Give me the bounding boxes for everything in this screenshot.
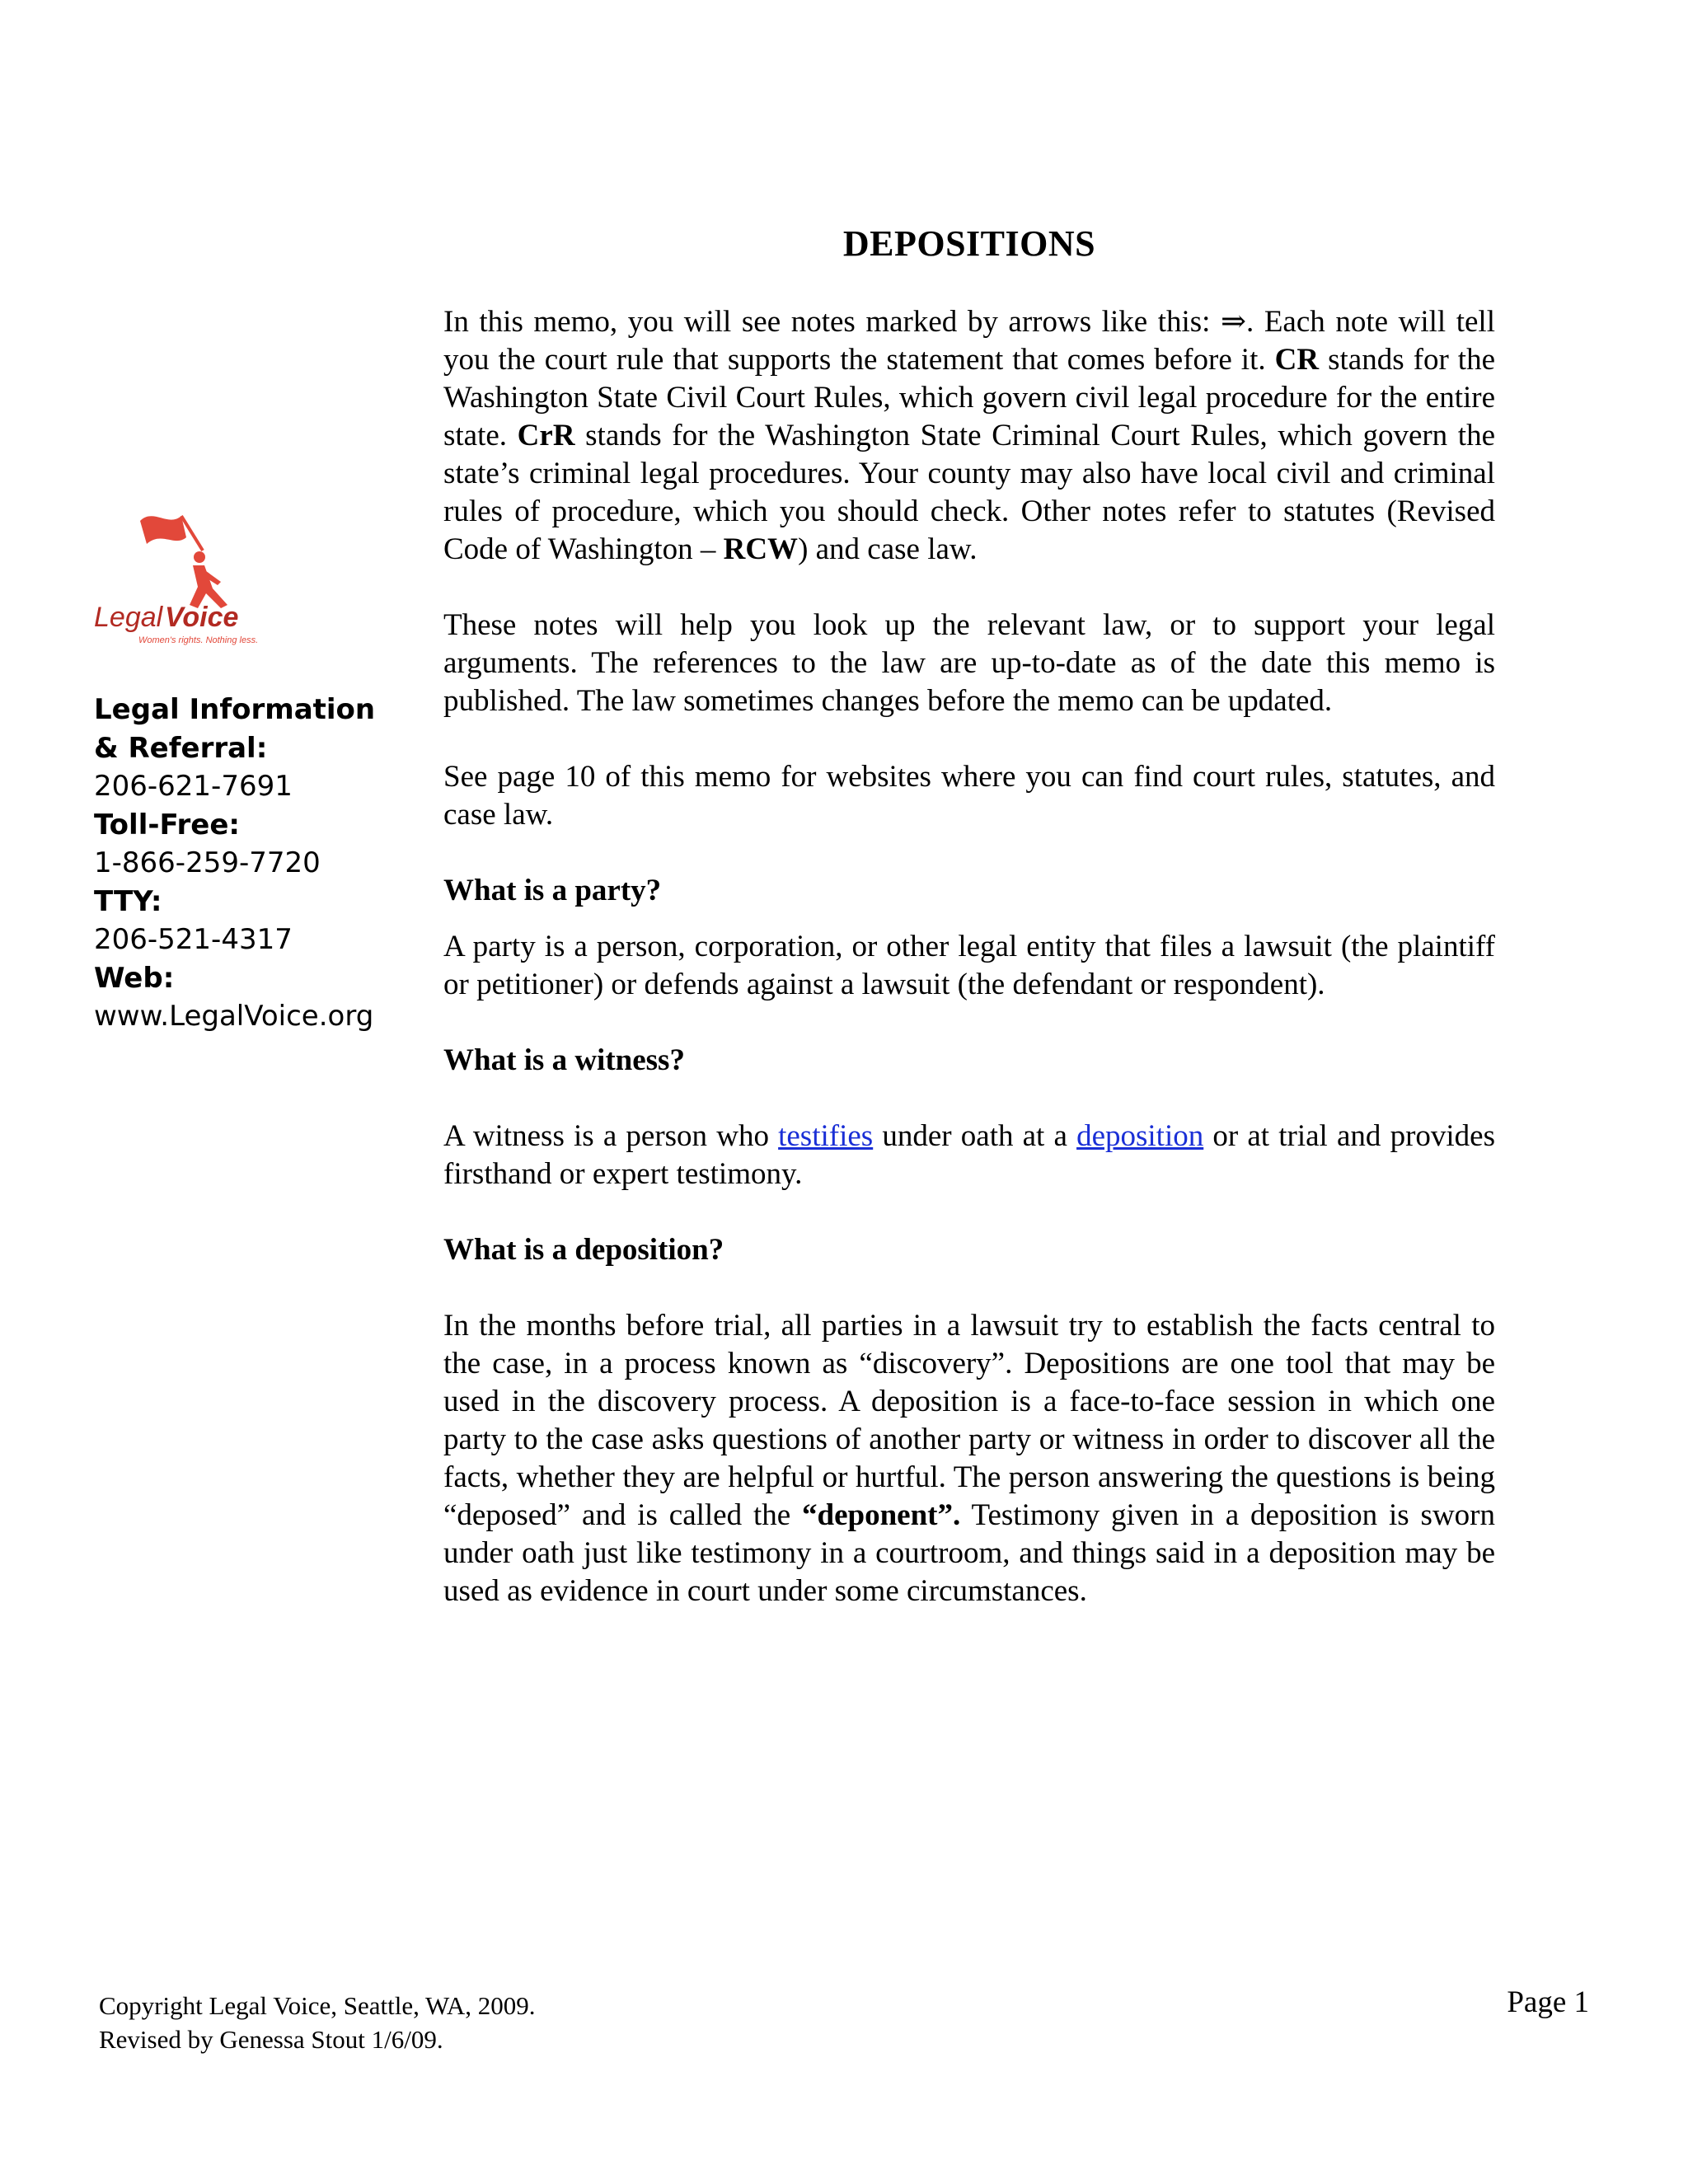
revised-line: Revised by Genessa Stout 1/6/09.	[99, 2025, 443, 2054]
flag-runner-icon	[89, 503, 287, 651]
svg-text:Legal: Legal	[94, 602, 163, 633]
witness-text-c: or at trial and provides firsthand or expert testimony.	[443, 1119, 1495, 1191]
contact-sidebar	[94, 691, 391, 1036]
tollfree-label: Toll-Free:	[94, 808, 240, 841]
footer-copyright	[99, 1989, 536, 2056]
info-phone: 206-621-7691	[94, 770, 293, 803]
witness-paragraph	[443, 1118, 1495, 1193]
info-label: Legal Information	[94, 693, 376, 726]
svg-text:Women's rights. Nothing less.: Women's rights. Nothing less.	[138, 635, 259, 645]
tty-phone: 206-521-4317	[94, 923, 293, 956]
deposition-paragraph	[443, 1307, 1495, 1610]
witness-text-b: under oath at a	[873, 1119, 1077, 1153]
intro-text-a: In this memo, you will see notes marked by arrows like this: ⇒. Each note will tell you the court rule that supports the statement that comes before it.	[443, 305, 1495, 377]
testifies-link[interactable]: testifies	[778, 1119, 874, 1153]
witness-text-a: A witness is a person who	[443, 1119, 779, 1153]
deposition-heading: What is a deposition?	[443, 1233, 724, 1267]
web-url[interactable]: www.LegalVoice.org	[94, 1000, 374, 1033]
document-title: DEPOSITIONS	[842, 223, 1096, 264]
intro-text-c: stands for the Washington State Criminal Court Rules, which govern the state’s criminal legal procedures. Your county may also have local civil and criminal rules of procedure, which you should check. Other notes refer to statutes (Revised Code of Washington –	[443, 419, 1495, 566]
legal-voice-logo	[89, 503, 287, 651]
main-content	[443, 303, 1495, 1648]
intro-paragraph-1	[443, 303, 1495, 569]
deposition-text-b: Testimony given in a deposition is sworn under oath just like testimony in a courtroom, and things said in a deposition may be used as evidence in court under some circumstances.	[443, 1498, 1495, 1608]
cr-abbrev: CR	[1274, 343, 1320, 377]
tollfree-phone: 1-866-259-7720	[94, 846, 321, 879]
page-number: Page 1	[1507, 1985, 1589, 2019]
web-label: Web:	[94, 961, 175, 995]
rcw-abbrev: RCW	[723, 532, 799, 566]
info-label-2: & Referral:	[94, 731, 268, 765]
party-paragraph: A party is a person, corporation, or other legal entity that files a lawsuit (the plaintiff or petitioner) or defends against a lawsuit (the defendant or respondent).	[443, 930, 1495, 1001]
intro-paragraph-2: These notes will help you look up the relevant law, or to support your legal arguments. The references to the law are up-to-date as of the date this memo is published. The law sometimes changes before the memo can be updated.	[443, 608, 1495, 718]
witness-heading: What is a witness?	[443, 1043, 685, 1077]
deposition-text-a: In the months before trial, all parties in a lawsuit try to establish the facts central to the case, in a process known as “discovery”. Depositions are one tool that may be used in the discovery process. A deposition is a face-to-face session in which one party to the case asks questions of another party or witness in order to discover all the facts, whether they are helpful or hurtful. The person answering the questions is being “deposed” and is called the	[443, 1309, 1495, 1532]
intro-paragraph-3: See page 10 of this memo for websites where you can find court rules, statutes, and case law.	[443, 760, 1495, 832]
deposition-link[interactable]: deposition	[1076, 1119, 1204, 1153]
intro-text-d: ) and case law.	[798, 532, 978, 566]
deponent-term: “deponent”.	[802, 1498, 961, 1532]
intro-text-b: stands for the Washington State Civil Court Rules, which govern civil legal procedure for the entire state.	[443, 343, 1495, 452]
crr-abbrev: CrR	[517, 419, 575, 452]
svg-text:Voice: Voice	[165, 602, 239, 633]
party-heading: What is a party?	[443, 874, 662, 907]
tty-label: TTY:	[94, 884, 162, 918]
copyright-line: Copyright Legal Voice, Seattle, WA, 2009.	[99, 1991, 536, 2020]
